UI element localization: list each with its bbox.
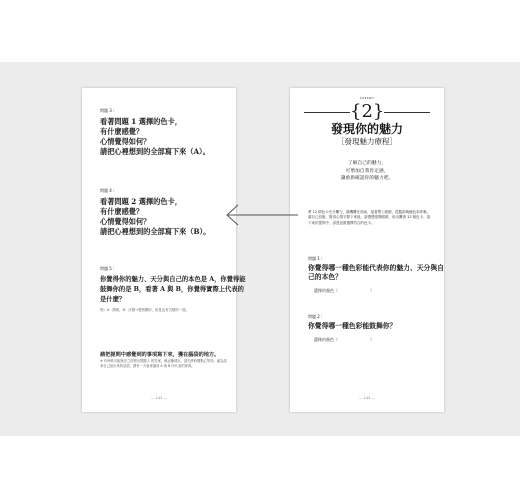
- arrow-left-icon: [222, 200, 300, 230]
- question-4-line: 請把心裡想到的全部寫下來（B）。: [100, 227, 211, 236]
- question-4-line: 看著問題 2 選擇的色卡，: [100, 197, 182, 206]
- note-block: [100, 352, 228, 369]
- chapter-title: 發現你的魅力: [330, 122, 403, 136]
- note-heading: 請把提問中感覺到的事項寫下來，獲在腦袋的地方。: [100, 352, 220, 358]
- question-1: [308, 256, 444, 294]
- question-3-line: 心情覺得如何？: [100, 137, 151, 146]
- instructions-paragraph: 將 12 個色卡充分攤勻，隨機攤在面前，接著閉上眼睛，從腦那幾種色彩呼喚，讓自己放鬆，覺得心情平靜下來後，請慢慢張開眼睛，取出攤著 12 個色卡。接下來的提問中，請憑直覺選擇符合的色卡。: [308, 210, 431, 225]
- brace-right-icon: }: [372, 101, 385, 122]
- chapter-rule-right: [384, 112, 430, 113]
- question-5-example: 例）A：開朗，B：沉穩→愛熱鬧的，但是也有沉穩的一面。: [100, 308, 189, 312]
- question-1-line: 你覺得哪一種色彩能代表你的魅力、天分與自: [308, 264, 444, 272]
- chapter-header: [290, 96, 444, 123]
- question-2-answer: 選擇的顏色（ ）: [314, 337, 374, 342]
- question-1-answer: 選擇的顏色（ ）: [314, 288, 374, 293]
- chapter-rule-left: [304, 112, 350, 113]
- question-3-line: 看著問題 1 選擇的色卡，: [100, 117, 182, 126]
- chapter-number-value: 2: [361, 101, 373, 122]
- question-5: [100, 266, 246, 312]
- question-4-line: 心情覺得如何？: [100, 217, 151, 226]
- question-4-label: 問題 4 :: [100, 188, 115, 193]
- left-page: [82, 88, 246, 412]
- right-page: [290, 88, 444, 412]
- question-4: [100, 188, 228, 237]
- question-5-line: 鼓舞你的是 B，看著 A 與 B，你覺得實際上代表的: [100, 286, 244, 293]
- chapter-subtitle: ［發現魅力療程］: [337, 137, 397, 146]
- note-body: ※ 有時候可能無法立即想出問題 1 的答案。像這種情況，請先將時間點心等待。滿為請拿自己說出來的話語，總有一天會意識到 A 與 B 所代表的意義。: [100, 359, 227, 368]
- question-5-line: 是什麼？: [100, 296, 126, 303]
- question-1-line: 己的本色？: [308, 273, 342, 281]
- brace-left-icon: {: [350, 101, 362, 122]
- intro-line: 可增加自我肯定感，: [345, 168, 389, 174]
- chapter-label: Lesson: [360, 96, 374, 100]
- question-5-label: 問題 5 :: [100, 266, 115, 271]
- intro-line: 了解自己的魅力，: [347, 161, 387, 166]
- question-1-label: 問題 1 :: [308, 256, 323, 261]
- chapter-intro: [290, 160, 444, 183]
- left-page-number: — 143 —: [151, 396, 167, 400]
- question-3-line: 有什麼感覺？: [100, 127, 144, 136]
- question-3: [100, 108, 228, 157]
- question-3-line: 請把心裡想到的全部寫下來（A）。: [100, 147, 210, 156]
- right-page-number: — 144 —: [359, 396, 375, 400]
- question-2: [308, 314, 434, 343]
- intro-line: 讓重新確認你的魅力吧。: [340, 176, 394, 181]
- question-3-label: 問題 3 :: [100, 108, 115, 113]
- question-2-line: 你覺得哪一種色彩能鼓舞你？: [308, 322, 397, 330]
- question-4-line: 有什麼感覺？: [100, 207, 144, 216]
- question-5-line: 你覺得你的魅力、天分與自己的本色是 A，你覺得能: [100, 276, 246, 283]
- question-2-label: 問題 2 :: [308, 314, 323, 319]
